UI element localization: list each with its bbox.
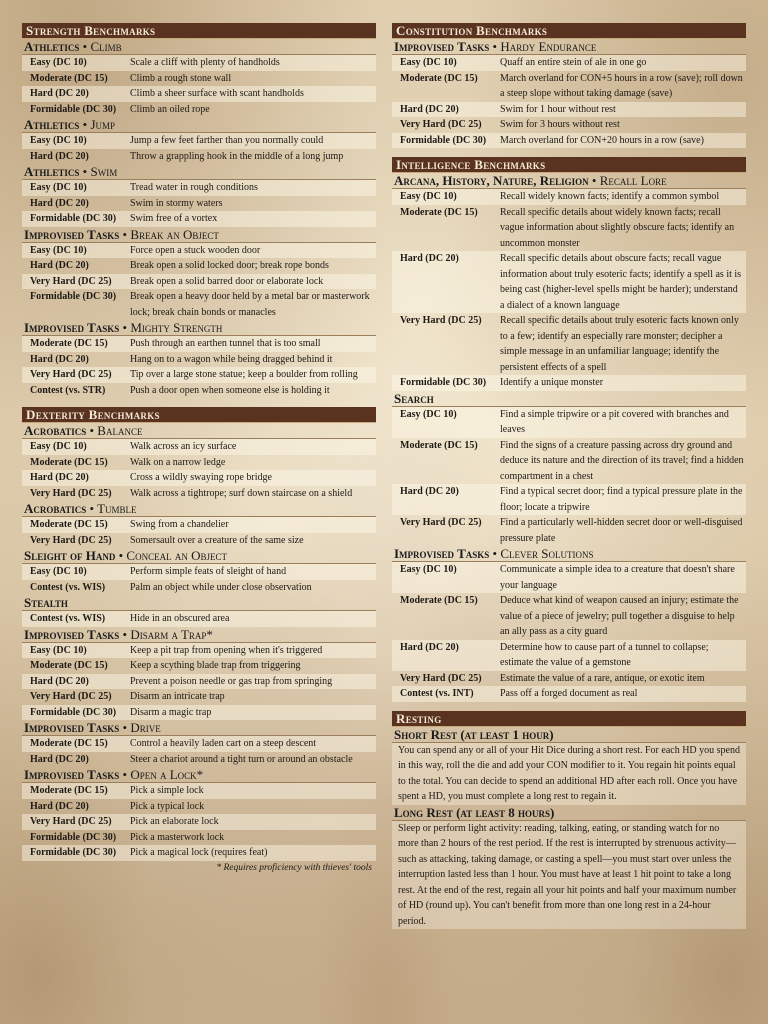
difficulty-class: Formidable (DC 30) <box>30 706 117 718</box>
task-name: Jump <box>90 117 116 132</box>
table-row <box>392 671 746 687</box>
section-heading: Dexterity Benchmarks <box>22 407 376 423</box>
right-column <box>392 23 746 929</box>
difficulty-class: Formidable (DC 30) <box>30 103 117 115</box>
subsection-heading <box>392 546 746 562</box>
difficulty-class: Easy (DC 10) <box>400 57 457 68</box>
task-name: Tumble <box>97 501 137 516</box>
difficulty-class: Very Hard (DC 25) <box>400 672 482 684</box>
task-name: Swim <box>90 164 118 179</box>
difficulty-class: Easy (DC 10) <box>30 566 87 577</box>
section-gap <box>22 398 376 407</box>
benchmark-table <box>22 783 376 861</box>
table-row <box>22 352 376 368</box>
task-example: Push a door open when someone else is holding it <box>130 384 330 396</box>
task-example: Break open a solid locked door; break rope bonds <box>130 260 329 271</box>
task-example: March overland for CON+5 hours in a row (save); roll down a steep slope without taking damage (save) <box>500 72 743 99</box>
table-row <box>392 375 746 391</box>
table-row <box>22 705 376 721</box>
task-example: Tip over a large stone statue; keep a boulder from rolling <box>130 369 358 380</box>
bullet-separator: • <box>119 720 131 735</box>
subsection-heading <box>22 320 376 336</box>
task-example: Pick a masterwork lock <box>130 831 225 843</box>
table-row <box>392 484 746 515</box>
table-row <box>22 799 376 815</box>
task-example: Throw a grappling hook in the middle of a long jump <box>130 150 344 162</box>
table-row <box>22 752 376 768</box>
skill-name: Athletics <box>24 164 80 179</box>
difficulty-class: Moderate (DC 15) <box>30 785 108 796</box>
task-example: Find the signs of a creature passing across dry ground and deduce its nature and the direction of its travel; find a hidden compartment in a chest <box>500 439 744 482</box>
task-example: Hang on to a wagon while being dragged behind it <box>130 353 333 365</box>
table-row <box>22 102 376 118</box>
subsection-heading <box>392 391 746 407</box>
table-row <box>22 243 376 259</box>
difficulty-class: Easy (DC 10) <box>30 244 87 256</box>
benchmark-table <box>22 611 376 627</box>
bullet-separator: • <box>86 423 98 438</box>
table-row <box>22 71 376 87</box>
bullet-separator: • <box>119 320 131 335</box>
difficulty-class: Formidable (DC 30) <box>30 847 117 858</box>
table-row <box>22 830 376 846</box>
table-row <box>392 189 746 205</box>
subsection-heading <box>22 164 376 180</box>
task-name: Conceal an Object <box>126 548 227 563</box>
difficulty-class: Hard (DC 20) <box>30 197 89 209</box>
task-example: Keep a pit trap from opening when it's triggered <box>130 644 323 656</box>
task-name: Drive <box>130 720 161 735</box>
difficulty-class: Formidable (DC 30) <box>30 831 117 843</box>
task-name: Disarm a Trap* <box>130 626 213 642</box>
task-name: Clever Solutions <box>500 546 594 561</box>
rest-name: Long Rest (at least 8 hours) <box>394 804 555 820</box>
difficulty-class: Very Hard (DC 25) <box>30 487 112 499</box>
difficulty-class: Hard (DC 20) <box>400 103 459 115</box>
difficulty-class: Moderate (DC 15) <box>400 206 478 218</box>
section-gap <box>392 702 746 711</box>
task-name: Recall Lore <box>599 173 667 188</box>
difficulty-class: Moderate (DC 15) <box>30 738 108 749</box>
task-example: Find a simple tripwire or a pit covered with branches and leaves <box>500 408 729 435</box>
benchmark-table <box>392 407 746 547</box>
rest-name: Short Rest (at least 1 hour) <box>394 726 554 742</box>
section-heading: Intelligence Benchmarks <box>392 157 746 173</box>
difficulty-class: Moderate (DC 15) <box>30 72 108 84</box>
task-example: Prevent a poison needle or gas trap from springing <box>130 675 333 687</box>
task-example: Identify a unique monster <box>500 377 604 388</box>
difficulty-class: Hard (DC 20) <box>30 260 89 271</box>
table-row <box>22 289 376 320</box>
benchmark-table <box>22 517 376 548</box>
section-gap <box>392 148 746 157</box>
task-example: Pick an elaborate lock <box>130 816 219 827</box>
skill-name: Acrobatics <box>24 501 87 516</box>
task-name: Open a Lock* <box>130 767 204 782</box>
task-example: Steer a chariot around a tight turn or around an obstacle <box>130 753 353 765</box>
benchmark-table <box>22 133 376 164</box>
table-row <box>22 211 376 227</box>
difficulty-class: Hard (DC 20) <box>30 353 89 365</box>
task-name: Climb <box>90 39 122 54</box>
table-row <box>392 407 746 438</box>
subsection-heading <box>22 39 376 55</box>
difficulty-class: Moderate (DC 15) <box>30 338 108 349</box>
skill-name: Improvised Tasks <box>394 39 490 54</box>
table-row <box>22 86 376 102</box>
task-example: Walk across a tightrope; surf down staircase on a shield <box>130 487 353 499</box>
skill-name: Improvised Tasks <box>394 546 490 561</box>
table-row <box>22 486 376 502</box>
skill-name: Improvised Tasks <box>24 767 120 782</box>
task-example: Pass off a forged document as real <box>500 688 638 699</box>
difficulty-class: Hard (DC 20) <box>30 88 89 99</box>
difficulty-class: Hard (DC 20) <box>30 150 89 162</box>
task-example: Palm an object while under close observation <box>130 581 312 593</box>
difficulty-class: Moderate (DC 15) <box>30 660 108 671</box>
difficulty-class: Very Hard (DC 25) <box>400 119 482 130</box>
subsection-heading <box>22 595 376 611</box>
task-example: Pick a simple lock <box>130 785 204 796</box>
subsection-heading <box>392 39 746 55</box>
bullet-separator: • <box>119 626 131 642</box>
difficulty-class: Very Hard (DC 25) <box>30 816 112 827</box>
task-example: Deduce what kind of weapon caused an injury; estimate the value of a piece of jewelry; pull together a disguise to help an ally pass as a city guard <box>500 595 739 637</box>
difficulty-class: Formidable (DC 30) <box>400 134 487 146</box>
task-example: Tread water in rough conditions <box>130 182 258 193</box>
subsection-heading <box>22 501 376 517</box>
table-row <box>22 55 376 71</box>
table-row <box>22 455 376 471</box>
table-row <box>22 258 376 274</box>
skill-name: Arcana, History, Nature, Religion <box>394 173 589 188</box>
task-example: Swim for 1 hour without rest <box>500 103 616 115</box>
table-row <box>392 55 746 71</box>
table-row <box>22 845 376 861</box>
table-row <box>392 686 746 702</box>
table-row <box>22 783 376 799</box>
task-example: Climb a sheer surface with scant handholds <box>130 88 304 99</box>
task-name: Break an Object <box>130 226 219 242</box>
difficulty-class: Hard (DC 20) <box>30 472 89 483</box>
task-example: Walk on a narrow ledge <box>130 456 226 468</box>
task-example: Keep a scything blade trap from triggering <box>130 660 301 671</box>
bullet-separator: • <box>86 501 98 516</box>
subsection-heading <box>22 548 376 564</box>
difficulty-class: Moderate (DC 15) <box>30 456 108 468</box>
table-row <box>22 658 376 674</box>
difficulty-class: Formidable (DC 30) <box>400 377 487 388</box>
bullet-separator: • <box>115 548 127 563</box>
bullet-separator: • <box>489 546 501 561</box>
task-example: Determine how to cause part of a tunnel to collapse; estimate the value of a gemstone <box>500 641 709 668</box>
task-name: Mighty Strength <box>130 320 223 335</box>
task-example: Recall specific details about obscure facts; recall vague information about truly esoteric facts; identify a spell as it is being cast (higher-level spells might be harder); understand a dialect of a known language <box>500 253 742 311</box>
table-row <box>22 274 376 290</box>
difficulty-class: Formidable (DC 30) <box>30 213 117 224</box>
difficulty-class: Very Hard (DC 25) <box>400 315 482 326</box>
task-example: Recall specific details about widely known facts; recall vague information about slightly obscure facts; identify an uncommon monster <box>500 206 735 249</box>
difficulty-class: Hard (DC 20) <box>30 800 89 812</box>
skill-name: Stealth <box>24 595 68 610</box>
bullet-separator: • <box>489 39 501 54</box>
skill-name: Improvised Tasks <box>24 626 120 642</box>
difficulty-class: Contest (vs. STR) <box>30 384 106 396</box>
difficulty-class: Easy (DC 10) <box>400 408 457 420</box>
task-example: Find a typical secret door; find a typical pressure plate in the floor; locate a tripwire <box>500 486 743 513</box>
task-example: Swim free of a vortex <box>130 213 218 224</box>
bullet-separator: • <box>79 164 91 179</box>
task-example: Recall specific details about truly esoteric facts known only to a few; identify an especially rare monster; decipher a simple message in an unfamiliar language; identify the persistent effects of a spell <box>500 315 739 373</box>
task-example: Walk across an icy surface <box>130 441 237 452</box>
task-example: Estimate the value of a rare, antique, or exotic item <box>500 672 705 684</box>
task-example: Control a heavily laden cart on a steep descent <box>130 738 317 749</box>
task-example: Scale a cliff with plenty of handholds <box>130 57 280 68</box>
table-row <box>22 149 376 165</box>
skill-name: Athletics <box>24 117 80 132</box>
bullet-separator: • <box>119 226 131 242</box>
table-row <box>22 814 376 830</box>
difficulty-class: Contest (vs. WIS) <box>30 613 106 624</box>
subsection-heading <box>392 727 746 743</box>
subsection-heading <box>22 720 376 736</box>
table-row <box>392 593 746 640</box>
skill-name: Athletics <box>24 39 80 54</box>
bullet-separator: • <box>119 767 131 782</box>
difficulty-class: Hard (DC 20) <box>30 753 89 765</box>
difficulty-class: Hard (DC 20) <box>400 641 459 653</box>
task-example: Swing from a chandelier <box>130 519 229 530</box>
task-name: Balance <box>97 423 143 438</box>
task-example: Recall widely known facts; identify a common symbol <box>500 191 720 202</box>
table-row <box>22 643 376 659</box>
table-row <box>392 313 746 375</box>
benchmark-table <box>22 736 376 767</box>
task-example: Cross a wildly swaying rope bridge <box>130 472 272 483</box>
table-row <box>22 580 376 596</box>
difficulty-class: Easy (DC 10) <box>30 135 87 146</box>
skill-name: Improvised Tasks <box>24 226 120 242</box>
subsection-heading <box>22 117 376 133</box>
skill-name: Improvised Tasks <box>24 320 120 335</box>
subsection-heading <box>22 767 376 783</box>
table-row <box>392 71 746 102</box>
difficulty-class: Moderate (DC 15) <box>30 519 108 530</box>
benchmark-table <box>22 55 376 117</box>
section-heading: Resting <box>392 711 746 727</box>
table-row <box>392 515 746 546</box>
benchmark-table <box>22 336 376 398</box>
difficulty-class: Easy (DC 10) <box>400 191 457 202</box>
table-row <box>22 180 376 196</box>
task-example: Hide in an obscured area <box>130 613 230 624</box>
table-row <box>392 251 746 313</box>
rest-description: Sleep or perform light activity: reading, talking, eating, or standing watch for no more than 2 hours of the rest period. If the rest is interrupted by strenuous activity—such as attacking, taking damage, or casting a spell—you must start over unless the interruption lasted less than 1 hour. You must have at least 1 hit point to take a long rest. At the end of the rest, regain all your hit points and half your maximum number of HD (round up). You can't benefit from more than one long rest in a 24-hour period. <box>392 821 746 930</box>
section-heading: Constitution Benchmarks <box>392 23 746 39</box>
table-row <box>22 367 376 383</box>
task-example: Swim for 3 hours without rest <box>500 119 620 130</box>
benchmark-table <box>22 439 376 501</box>
task-example: Push through an earthen tunnel that is too small <box>130 338 321 349</box>
difficulty-class: Very Hard (DC 25) <box>30 275 112 287</box>
difficulty-class: Very Hard (DC 25) <box>30 691 112 702</box>
table-row <box>22 689 376 705</box>
skill-name: Sleight of Hand <box>24 548 116 563</box>
table-row <box>392 117 746 133</box>
task-example: Disarm a magic trap <box>130 706 212 718</box>
task-example: Communicate a simple idea to a creature that doesn't share your language <box>500 564 735 591</box>
table-row <box>392 205 746 252</box>
section-heading: Strength Benchmarks <box>22 23 376 39</box>
table-row <box>22 564 376 580</box>
table-row <box>392 640 746 671</box>
difficulty-class: Very Hard (DC 25) <box>400 517 482 528</box>
difficulty-class: Contest (vs. WIS) <box>30 581 106 593</box>
table-row <box>22 736 376 752</box>
table-row <box>22 611 376 627</box>
difficulty-class: Easy (DC 10) <box>30 182 87 193</box>
table-row <box>22 674 376 690</box>
footnote: * Requires proficiency with thieves' tools <box>216 862 372 873</box>
difficulty-class: Easy (DC 10) <box>30 644 87 656</box>
difficulty-class: Moderate (DC 15) <box>400 72 478 84</box>
task-example: Climb a rough stone wall <box>130 72 232 84</box>
benchmark-table <box>22 564 376 595</box>
table-row <box>392 133 746 149</box>
subsection-heading <box>22 627 376 643</box>
table-row <box>392 102 746 118</box>
task-example: Disarm an intricate trap <box>130 691 225 702</box>
task-example: March overland for CON+20 hours in a row (save) <box>500 134 704 146</box>
table-row <box>22 533 376 549</box>
difficulty-class: Easy (DC 10) <box>400 564 457 575</box>
task-example: Perform simple feats of sleight of hand <box>130 566 287 577</box>
task-example: Jump a few feet farther than you normally could <box>130 135 324 146</box>
subsection-heading <box>22 423 376 439</box>
difficulty-class: Easy (DC 10) <box>30 57 87 68</box>
difficulty-class: Hard (DC 20) <box>400 486 459 497</box>
table-row <box>22 517 376 533</box>
table-row <box>22 336 376 352</box>
rest-description: You can spend any or all of your Hit Dice during a short rest. For each HD you spend in this way, roll the die and add your CON modifier to it. You regain hit points equal to the total. You can decide to spend an additional HD after each roll. Once you have spent a HD, you must complete a long rest to regain it. <box>392 743 746 805</box>
skill-name: Acrobatics <box>24 423 87 438</box>
difficulty-class: Hard (DC 20) <box>30 675 89 687</box>
table-row <box>22 439 376 455</box>
task-example: Force open a stuck wooden door <box>130 244 261 256</box>
task-example: Break open a solid barred door or elaborate lock <box>130 275 324 287</box>
benchmark-table <box>22 643 376 721</box>
difficulty-class: Contest (vs. INT) <box>400 688 474 699</box>
benchmark-table <box>392 189 746 391</box>
bullet-separator: • <box>588 173 600 188</box>
task-example: Break open a heavy door held by a metal bar or masterwork lock; break chain bonds or manacles <box>130 291 370 318</box>
table-row <box>22 383 376 399</box>
task-example: Find a particularly well-hidden secret door or well-disguised pressure plate <box>500 517 743 544</box>
difficulty-class: Very Hard (DC 25) <box>30 369 112 380</box>
left-column <box>22 23 376 875</box>
difficulty-class: Moderate (DC 15) <box>400 595 478 606</box>
table-row <box>392 438 746 485</box>
benchmark-table <box>22 243 376 321</box>
difficulty-class: Hard (DC 20) <box>400 253 459 264</box>
difficulty-class: Formidable (DC 30) <box>30 291 117 302</box>
benchmark-table <box>392 55 746 148</box>
task-name: Hardy Endurance <box>500 39 597 54</box>
task-example: Climb an oiled rope <box>130 103 210 115</box>
subsection-heading <box>22 227 376 243</box>
bullet-separator: • <box>79 39 91 54</box>
difficulty-class: Moderate (DC 15) <box>400 439 478 451</box>
table-row <box>22 133 376 149</box>
bullet-separator: • <box>79 117 91 132</box>
task-example: Swim in stormy waters <box>130 197 223 209</box>
benchmark-table <box>22 180 376 227</box>
skill-name: Improvised Tasks <box>24 720 120 735</box>
table-row <box>392 562 746 593</box>
task-example: Pick a typical lock <box>130 800 205 812</box>
difficulty-class: Easy (DC 10) <box>30 441 87 452</box>
task-example: Pick a magical lock (requires feat) <box>130 847 268 858</box>
benchmark-table <box>392 562 746 702</box>
task-example: Somersault over a creature of the same size <box>130 534 304 546</box>
skill-name: Search <box>394 390 434 406</box>
subsection-heading <box>392 805 746 821</box>
task-example: Quaff an entire stein of ale in one go <box>500 57 647 68</box>
table-row <box>22 470 376 486</box>
difficulty-class: Very Hard (DC 25) <box>30 534 112 546</box>
subsection-heading <box>392 173 746 189</box>
table-row <box>22 196 376 212</box>
